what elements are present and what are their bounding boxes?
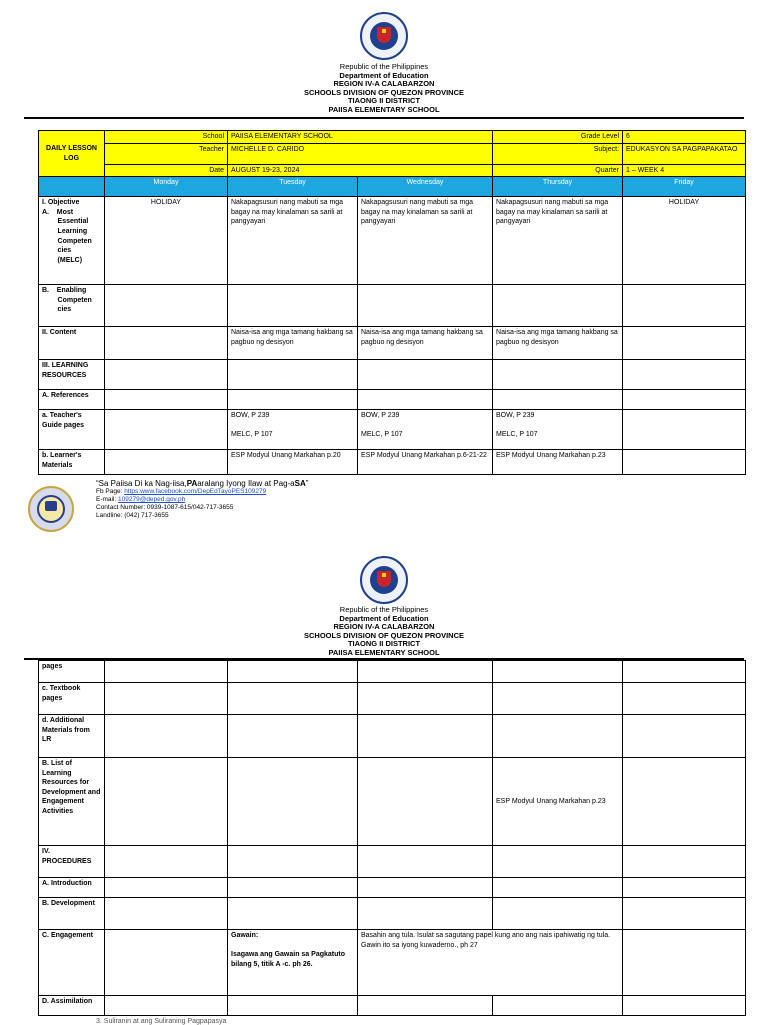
row-label-assimilation: D. Assimilation: [39, 996, 105, 1016]
cell-additional-tuesday: [228, 715, 358, 758]
cell-resources-friday: [623, 360, 746, 390]
cell-engagement-monday: [105, 930, 228, 996]
row-label-learning-resources: III. LEARNING RESOURCES: [39, 360, 105, 390]
school-label: School: [105, 131, 228, 144]
department-line: Department of Education: [339, 70, 429, 80]
cell-dev-tuesday: [228, 898, 358, 930]
cell-resources-wednesday: [358, 360, 493, 390]
footer-contact: [96, 480, 308, 520]
cell-resources-tuesday: [228, 360, 358, 390]
row-label-procedures: IV. PROCEDURES: [39, 846, 105, 878]
row-label-objective: I. Objective A. Most Essential Learning Competen cies (MELC): [39, 197, 105, 285]
cell-tg-tuesday: BOW, P 239 MELC, P 107: [228, 410, 358, 450]
cell-tg-friday: [623, 410, 746, 450]
cell-textbook-friday: [623, 683, 746, 715]
row-label-additional-materials: d. Additional Materials from LR: [39, 715, 105, 758]
email-link[interactable]: 109279@deped.gov.ph: [118, 496, 186, 503]
cell-procedures-thursday: [493, 846, 623, 878]
cell-references-thursday: [493, 390, 623, 410]
cell-assimilation-friday: [623, 996, 746, 1016]
daily-lesson-log-table-continued: [38, 660, 746, 1016]
cell-intro-thursday: [493, 878, 623, 898]
cell-additional-friday: [623, 715, 746, 758]
region-line: REGION IV-A CALABARZON: [333, 79, 435, 89]
date-value: AUGUST 19-23, 2024: [228, 164, 493, 177]
cell-textbook-thursday: [493, 683, 623, 715]
cell-references-friday: [623, 390, 746, 410]
grade-level-label: Grade Level: [493, 131, 623, 144]
cell-tg-monday: [105, 410, 228, 450]
cell-references-monday: [105, 390, 228, 410]
school-value: PAIISA ELEMENTARY SCHOOL: [228, 131, 493, 144]
cell-references-tuesday: [228, 390, 358, 410]
division-line: SCHOOLS DIVISION OF QUEZON PROVINCE: [303, 630, 465, 640]
quarter-value: 1 – WEEK 4: [623, 164, 746, 177]
cell-resources-thursday: [493, 360, 623, 390]
day-header-wednesday: Wednesday: [358, 177, 493, 197]
fb-page-link[interactable]: https:www.facebook.com/DepEdTayoPES109279: [124, 488, 267, 495]
division-line: SCHOOLS DIVISION OF QUEZON PROVINCE: [303, 87, 465, 97]
letterhead: [0, 63, 768, 115]
cell-content-thursday: Naisa-isa ang mga tamang hakbang sa pagbuo ng desisyon: [493, 327, 623, 360]
cell-intro-monday: [105, 878, 228, 898]
cell-content-friday: [623, 327, 746, 360]
cell-pages-wednesday: [358, 661, 493, 683]
department-line: Department of Education: [339, 613, 429, 623]
school-logo: [28, 486, 74, 532]
cell-enabling-friday: [623, 285, 746, 327]
row-label-development: B. Development: [39, 898, 105, 930]
cell-enabling-tuesday: [228, 285, 358, 327]
row-label-introduction: A. Introduction: [39, 878, 105, 898]
row-label-learners-materials: b. Learner's Materials: [39, 450, 105, 475]
cell-lm-thursday: ESP Modyul Unang Markahan p.23: [493, 450, 623, 475]
republic-line: Republic of the Philippines: [339, 605, 429, 614]
cell-enabling-monday: [105, 285, 228, 327]
cell-assimilation-monday: [105, 996, 228, 1016]
cell-assimilation-tuesday: [228, 996, 358, 1016]
cell-objective-tuesday: Nakapagsusuri nang mabuti sa mga bagay na may kinalaman sa sarili at pangyayari: [228, 197, 358, 285]
cell-pages-thursday: [493, 661, 623, 683]
cell-textbook-monday: [105, 683, 228, 715]
cell-engagement-wed-thu: Basahin ang tula. Isulat sa sagutang papel kung ano ang nais ipahiwatig ng tula. Gawin ito sa iyong kuwaderno., ph 27: [358, 930, 623, 996]
cell-tg-wednesday: BOW, P 239 MELC, P 107: [358, 410, 493, 450]
cell-intro-friday: [623, 878, 746, 898]
landline: Landline: (042) 717-3655: [96, 512, 169, 519]
row-label-engagement: C. Engagement: [39, 930, 105, 996]
cell-enabling-thursday: [493, 285, 623, 327]
cell-dev-friday: [623, 898, 746, 930]
region-line: REGION IV-A CALABARZON: [333, 622, 435, 632]
cell-procedures-wednesday: [358, 846, 493, 878]
cell-dev-monday: [105, 898, 228, 930]
teacher-value: MICHELLE D. CARIDO: [228, 143, 493, 164]
cell-textbook-wednesday: [358, 683, 493, 715]
cell-procedures-friday: [623, 846, 746, 878]
cell-engagement-tuesday: Gawain: Isagawa ang Gawain sa Pagkatuto bilang 5, titik A -c. ph 26.: [228, 930, 358, 996]
district-line: TIAONG II DISTRICT: [347, 639, 421, 649]
subject-label: Subject:: [493, 143, 623, 164]
day-header-friday: Friday: [623, 177, 746, 197]
day-header-thursday: Thursday: [493, 177, 623, 197]
cell-lm-monday: [105, 450, 228, 475]
cell-list-friday: [623, 758, 746, 846]
cell-pages-tuesday: [228, 661, 358, 683]
cell-pages-monday: [105, 661, 228, 683]
cell-additional-wednesday: [358, 715, 493, 758]
email-line: E-mail: 109279@deped.gov.ph: [96, 496, 186, 503]
cell-procedures-tuesday: [228, 846, 358, 878]
cell-tg-thursday: BOW, P 239 MELC, P 107: [493, 410, 623, 450]
row-label-textbook: c. Textbook pages: [39, 683, 105, 715]
cell-lm-tuesday: ESP Modyul Unang Markahan p.20: [228, 450, 358, 475]
row-label-teachers-guide: a. Teacher's Guide pages: [39, 410, 105, 450]
cell-assimilation-wednesday: [358, 996, 493, 1016]
cell-dev-thursday: [493, 898, 623, 930]
cell-additional-thursday: [493, 715, 623, 758]
cell-objective-wednesday: Nakapagsusuri nang mabuti sa mga bagay na may kinalaman sa sarili at pangyayari: [358, 197, 493, 285]
cell-engagement-friday: [623, 930, 746, 996]
cell-content-tuesday: Naisa-isa ang mga tamang hakbang sa pagbuo ng desisyon: [228, 327, 358, 360]
cutoff-text: 3. Suliranin at ang Suliraning Pagpapasya: [96, 1018, 227, 1025]
cell-list-wednesday: [358, 758, 493, 846]
cell-list-thursday: ESP Modyul Unang Markahan p.23: [493, 758, 623, 846]
cell-list-tuesday: [228, 758, 358, 846]
school-line: PAIISA ELEMENTARY SCHOOL: [328, 104, 440, 114]
cell-assimilation-thursday: [493, 996, 623, 1016]
fb-page-line: Fb Page: https:www.facebook.com/DepEdTayoPES109279: [96, 488, 267, 495]
cell-content-wednesday: Naisa-isa ang mga tamang hakbang sa pagbuo ng desisyon: [358, 327, 493, 360]
cell-intro-wednesday: [358, 878, 493, 898]
cell-content-monday: [105, 327, 228, 360]
cell-intro-tuesday: [228, 878, 358, 898]
day-header-tuesday: Tuesday: [228, 177, 358, 197]
cell-objective-friday: HOLIDAY: [623, 197, 746, 285]
cell-resources-monday: [105, 360, 228, 390]
row-label-references: A. References: [39, 390, 105, 410]
cell-additional-monday: [105, 715, 228, 758]
letterhead-page2: [0, 606, 768, 658]
row-label-enabling: B. Enabling Competen cies: [39, 285, 105, 327]
grade-level-value: 6: [623, 131, 746, 144]
cell-lm-wednesday: ESP Modyul Unang Markahan p.6-21-22: [358, 450, 493, 475]
cell-references-wednesday: [358, 390, 493, 410]
date-label: Date: [105, 164, 228, 177]
quarter-label: Quarter: [493, 164, 623, 177]
district-line: TIAONG II DISTRICT: [347, 96, 421, 106]
row-label-list-of-resources: B. List of Learning Resources for Development and Engagement Activities: [39, 758, 105, 846]
republic-line: Republic of the Philippines: [339, 62, 429, 71]
day-header-monday: Monday: [105, 177, 228, 197]
cell-objective-monday: HOLIDAY: [105, 197, 228, 285]
cell-procedures-monday: [105, 846, 228, 878]
cell-pages-friday: [623, 661, 746, 683]
day-header-blank: [39, 177, 105, 197]
deped-seal-logo: [360, 12, 408, 60]
cell-objective-thursday: Nakapagsusuri nang mabuti sa mga bagay na may kinalaman sa sarili at pangyayari: [493, 197, 623, 285]
deped-seal-logo-page2: [360, 556, 408, 604]
contact-number: Contact Number: 0939-1087-615/042-717-3655: [96, 504, 234, 511]
subject-value: EDUKASYON SA PAGPAPAKATAO: [623, 143, 746, 164]
cell-lm-friday: [623, 450, 746, 475]
cell-list-monday: [105, 758, 228, 846]
teacher-label: Teacher: [105, 143, 228, 164]
row-label-pages: pages: [39, 661, 105, 683]
cell-textbook-tuesday: [228, 683, 358, 715]
cell-enabling-wednesday: [358, 285, 493, 327]
row-label-content: II. Content: [39, 327, 105, 360]
school-slogan: “Sa Paiisa Di ka Nag-iisa,PAaralang Iyong Ilaw at Pag-aSA”: [96, 479, 309, 488]
dll-title: DAILY LESSON LOG: [39, 131, 105, 177]
cell-dev-wednesday: [358, 898, 493, 930]
school-line: PAIISA ELEMENTARY SCHOOL: [328, 647, 440, 657]
header-divider: [24, 117, 744, 119]
daily-lesson-log-table: [38, 130, 746, 475]
